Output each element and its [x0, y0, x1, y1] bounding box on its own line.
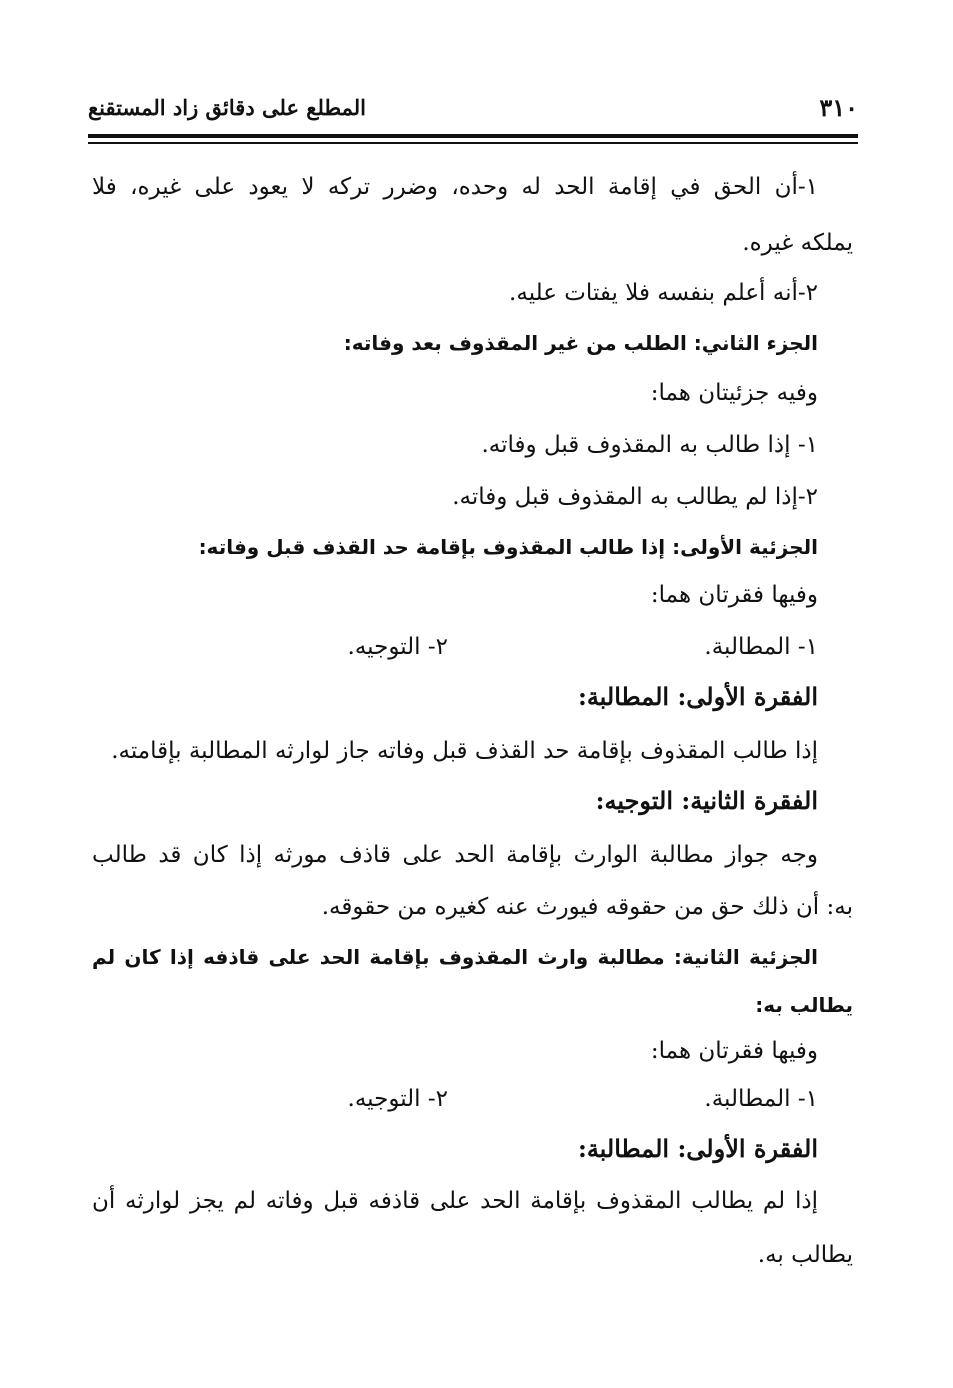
subheading: يطالب به:	[755, 993, 853, 1017]
paragraph-line: يطالب به.	[757, 1242, 853, 1268]
subheading: الجزئية الثانية: مطالبة وارث المقذوف بإقامة الحد على قاذفه إذا كان لم	[92, 945, 818, 969]
paragraph-line: وفيها فقرتان هما:	[650, 582, 818, 608]
running-title: المطلع على دقائق زاد المستقنع	[88, 94, 367, 120]
section-heading: الفقرة الثانية: التوجيه:	[595, 786, 818, 815]
paragraph-line: ٢-أنه أعلم بنفسه فلا يفتات عليه.	[509, 280, 818, 306]
list-item: ٢- التوجيه.	[347, 634, 448, 660]
paragraph-line: وجه جواز مطالبة الوارث بإقامة الحد على قاذف مورثه إذا كان قد طالب	[92, 842, 818, 868]
list-item: ١- إذا طالب به المقذوف قبل وفاته.	[481, 432, 818, 458]
paragraph-line: به: أن ذلك حق من حقوقه فيورث عنه كغيره من حقوقه.	[321, 894, 853, 920]
list-item: ٢- التوجيه.	[347, 1086, 448, 1112]
list-item: ١- المطالبة.	[704, 1086, 818, 1112]
page-number: ٣١٠	[819, 92, 858, 122]
page-header	[88, 88, 858, 126]
subheading: الجزء الثاني: الطلب من غير المقذوف بعد وفاته:	[343, 331, 818, 355]
paragraph-line: وفيه جزئيتان هما:	[650, 380, 818, 406]
list-item: ٢-إذا لم يطالب به المقذوف قبل وفاته.	[452, 484, 818, 510]
paragraph-line: وفيها فقرتان هما:	[650, 1038, 818, 1064]
paragraph-line: إذا طالب المقذوف بإقامة حد القذف قبل وفاته جاز لوارثه المطالبة بإقامته.	[111, 738, 818, 764]
subheading: الجزئية الأولى: إذا طالب المقذوف بإقامة حد القذف قبل وفاته:	[198, 535, 818, 559]
section-heading: الفقرة الأولى: المطالبة:	[577, 682, 818, 711]
paragraph-line: إذا لم يطالب المقذوف بإقامة الحد على قاذفه قبل وفاته لم يجز لوارثه أن	[92, 1188, 818, 1214]
section-heading: الفقرة الأولى: المطالبة:	[577, 1134, 818, 1163]
paragraph-line: ١-أن الحق في إقامة الحد له وحده، وضرر تركه لا يعود على غيره، فلا	[92, 174, 818, 200]
paragraph-line: يملكه غيره.	[742, 230, 853, 256]
header-rule-thick	[88, 134, 858, 138]
list-item: ١- المطالبة.	[704, 634, 818, 660]
header-rule-thin	[88, 142, 858, 144]
